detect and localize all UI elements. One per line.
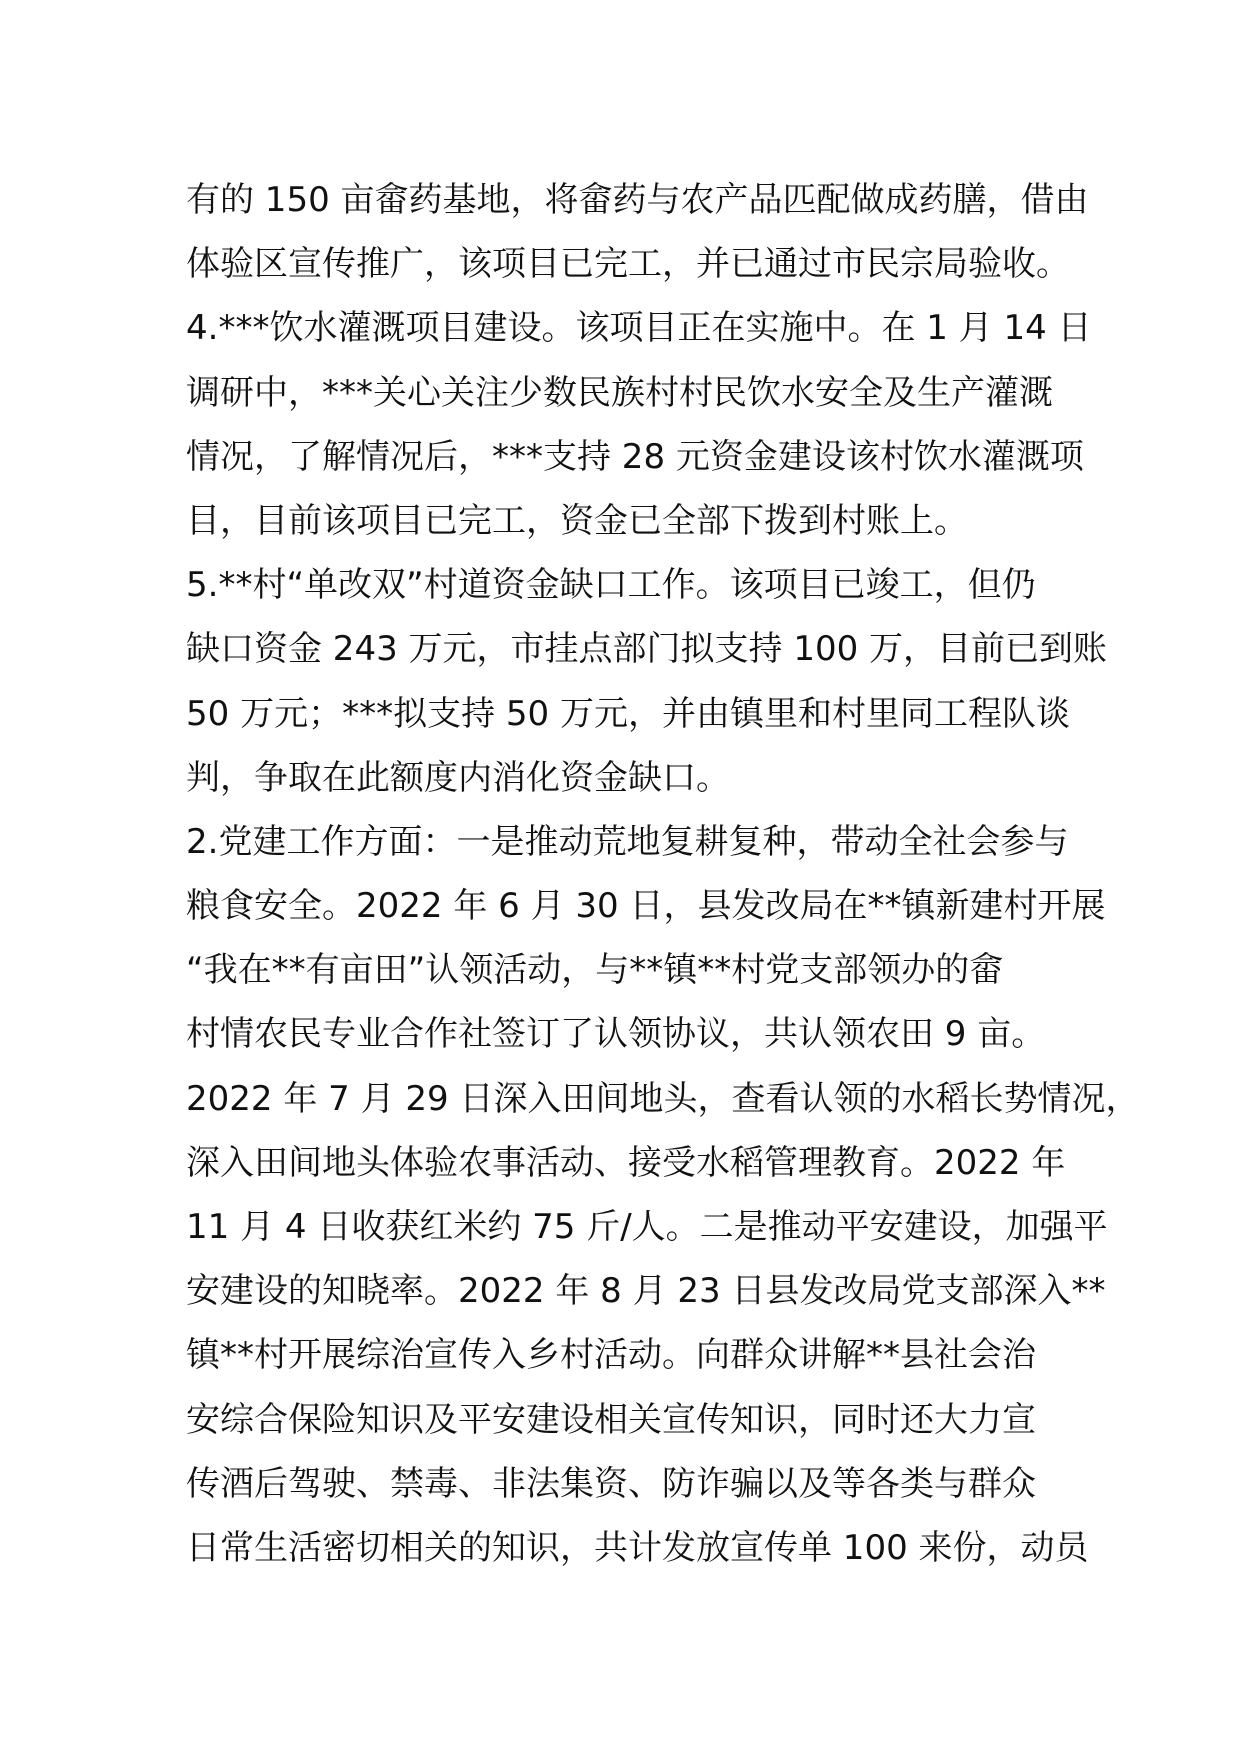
- text-line: 镇**村开展综治宣传入乡村活动。向群众讲解**县社会治: [186, 1335, 1036, 1376]
- document-body: [186, 168, 1140, 1580]
- text-line: 判，争取在此额度内消化资金缺口。: [186, 757, 730, 798]
- text-line: 安建设的知晓率。2022 年 8 月 23 日县发改局党支部深入**: [186, 1271, 1106, 1312]
- text-line: 50 万元；***拟支持 50 万元，并由镇里和村里同工程队谈: [186, 693, 1070, 734]
- text-line: 11 月 4 日收获红米约 75 斤/人。二是推动平安建设，加强平: [186, 1207, 1108, 1247]
- text-line: 传酒后驾驶、禁毒、非法集资、防诈骗以及等各类与群众: [186, 1463, 1036, 1504]
- text-line: 粮食安全。2022 年 6 月 30 日，县发改局在**镇新建村开展: [186, 886, 1106, 927]
- text-line: 2.党建工作方面：一是推动荒地复耕复种，带动全社会参与: [186, 821, 1069, 862]
- text-line: 体验区宣传推广，该项目已完工，并已通过市民宗局验收。: [186, 244, 1070, 285]
- text-line: 缺口资金 243 万元，市挂点部门拟支持 100 万，目前已到账: [186, 629, 1108, 670]
- text-line: 有的 150 亩畲药基地，将畲药与农产品匹配做成药膳，借由: [186, 180, 1089, 220]
- text-line: 4.***饮水灌溉项目建设。该项目正在实施中。在 1 月 14 日: [186, 308, 1092, 349]
- text-line: 情况，了解情况后，***支持 28 元资金建设该村饮水灌溉项: [186, 436, 1084, 477]
- text-line: 深入田间地头体验农事活动、接受水稻管理教育。2022 年: [186, 1142, 1066, 1183]
- text-line: 安综合保险知识及平安建设相关宣传知识，同时还大力宣: [186, 1399, 1036, 1440]
- text-line: 5.**村“单改双”村道资金缺口工作。该项目已竣工，但仍: [186, 565, 1036, 606]
- text-line: 日常生活密切相关的知识，共计发放宣传单 100 来份，动员: [186, 1527, 1089, 1568]
- text-line: “我在**有亩田”认领活动，与**镇**村党支部领办的畲: [186, 950, 1004, 991]
- text-line: 调研中，***关心关注少数民族村村民饮水安全及生产灌溉: [186, 372, 1053, 413]
- text-line: 目，目前该项目已完工，资金已全部下拨到村账上。: [186, 500, 968, 541]
- text-line: 村情农民专业合作社签订了认领协议，共认领农田 9 亩。: [186, 1014, 1046, 1055]
- text-line: 2022 年 7 月 29 日深入田间地头，查看认领的水稻长势情况，: [186, 1078, 1140, 1119]
